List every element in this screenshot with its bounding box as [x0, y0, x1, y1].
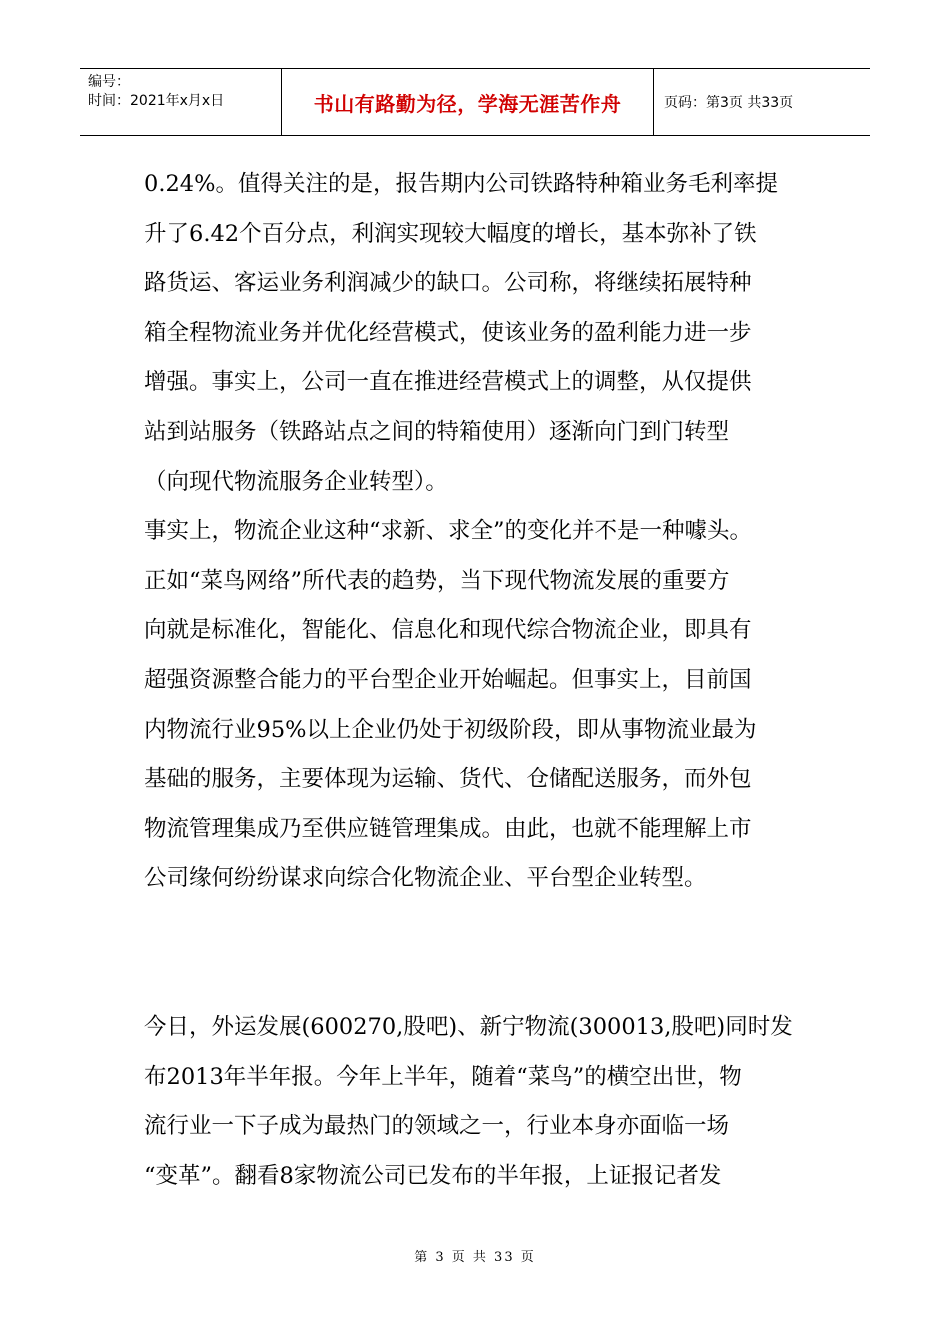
paragraph-line: 物流管理集成乃至供应链管理集成。由此，也就不能理解上市 — [144, 815, 752, 842]
paragraph-line: 0.24%。值得关注的是，报告期内公司铁路特种箱业务毛利率提 — [144, 171, 778, 197]
paragraph-line: 基础的服务，主要体现为运输、货代、仓储配送服务，而外包 — [144, 766, 752, 793]
paragraph-line: 内物流行业95%以上企业仍处于初级阶段，即从事物流业最为 — [144, 716, 757, 743]
time-label: 时间：2021年x月x日 — [88, 93, 225, 109]
paragraph-line: 流行业一下子成为最热门的领域之一，行业本身亦面临一场 — [144, 1113, 730, 1140]
paragraph-3 — [144, 1003, 814, 1201]
header-meta — [80, 69, 282, 135]
paragraph-line: 增强。事实上，公司一直在推进经营模式上的调整，从仅提供 — [144, 369, 752, 396]
header-page-cell — [654, 69, 870, 135]
header-motto: 书山有路勤为径，学海无涯苦作舟 — [313, 91, 622, 116]
paragraph-line: （向现代物流服务企业转型）。 — [144, 468, 448, 495]
paragraph-line: 正如“菜鸟网络”所代表的趋势，当下现代物流发展的重要方 — [144, 567, 730, 594]
document-header — [80, 68, 870, 136]
paragraph-line: 事实上，物流企业这种“求新、求全”的变化并不是一种噱头。 — [144, 518, 753, 545]
paragraph-line: 向就是标准化，智能化、信息化和现代综合物流企业，即具有 — [144, 617, 752, 644]
paragraph-line: 路货运、客运业务利润减少的缺口。公司称，将继续拓展特种 — [144, 270, 752, 297]
paragraph-1 — [144, 160, 814, 507]
paragraph-line: 公司缘何纷纷谋求向综合化物流企业、平台型企业转型。 — [144, 865, 707, 892]
paragraph-line: “变革”。翻看8家物流公司已发布的半年报，上证报记者发 — [144, 1162, 722, 1189]
paragraph-line: 今日，外运发展(600270,股吧)、新宁物流(300013,股吧)同时发 — [144, 1013, 793, 1040]
paragraph-spacer — [144, 904, 814, 1003]
paragraph-line: 站到站服务（铁路站点之间的特箱使用）逐渐向门到门转型 — [144, 418, 730, 445]
page-footer: 第 3 页 共 33 页 — [414, 1250, 536, 1265]
paragraph-line: 升了6.42个百分点，利润实现较大幅度的增长，基本弥补了铁 — [144, 220, 757, 247]
document-body — [144, 160, 814, 1201]
paragraph-line: 箱全程物流业务并优化经营模式，使该业务的盈利能力进一步 — [144, 319, 752, 346]
header-page-info: 页码：第3页 共33页 — [664, 95, 794, 111]
paragraph-line: 超强资源整合能力的平台型企业开始崛起。但事实上，目前国 — [144, 666, 752, 693]
paragraph-line: 布2013年半年报。今年上半年，随着“菜鸟”的横空出世，物 — [144, 1063, 742, 1090]
paragraph-2 — [144, 507, 814, 904]
header-motto-cell — [282, 69, 654, 135]
number-label: 编号： — [88, 74, 130, 90]
